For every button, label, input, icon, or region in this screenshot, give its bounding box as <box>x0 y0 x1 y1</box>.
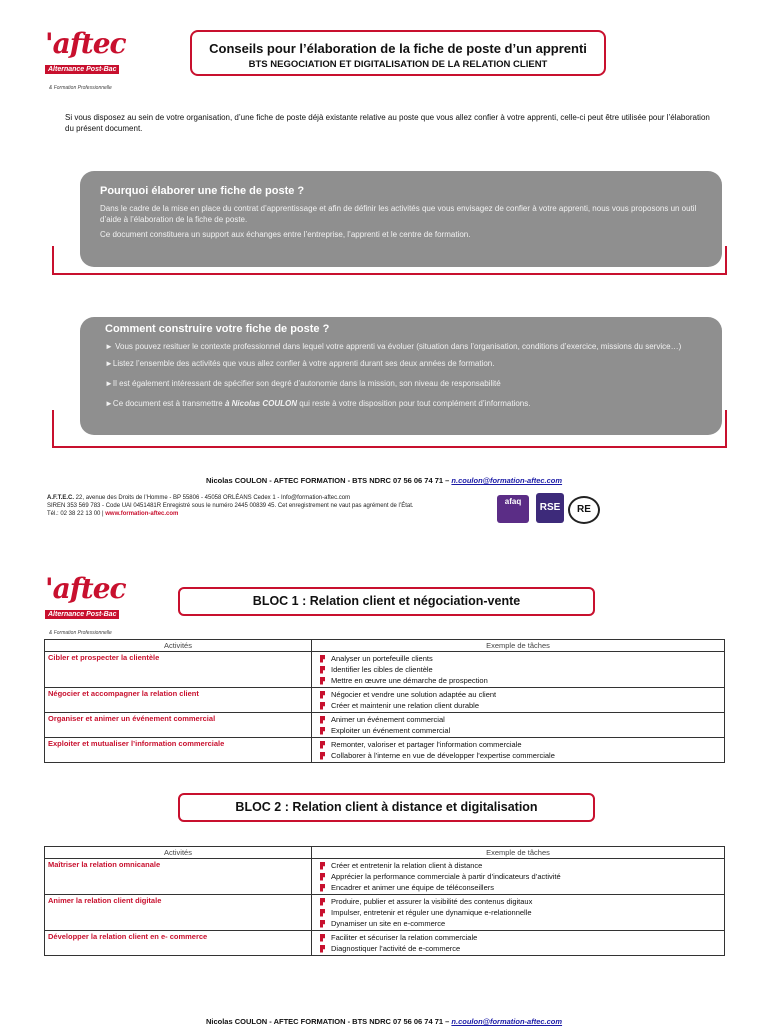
footer-contact-2 <box>0 1017 768 1026</box>
how-box <box>80 317 722 435</box>
list-item: Mettre en œuvre une démarche de prospection <box>315 675 721 686</box>
bullet-icon <box>320 884 325 892</box>
how-paragraph-1: ► Vous pouvez resituer le contexte professionnel dans lequel votre apprenti va évoluer (situation dans l’organisation, conditions d’exercice, missions du service…) <box>105 342 682 351</box>
intro-text: Si vous disposez au sein de votre organisation, d’une fiche de poste déjà existante relative au poste que vous allez confier à votre apprenti, celle-ci peut être utilisée pour l’élaboration du présent document. <box>65 113 710 133</box>
logo-sub: & Formation Professionnelle <box>49 85 112 91</box>
how-title: Comment construire votre fiche de poste ? <box>105 323 330 335</box>
bloc1-header-tasks: Exemple de tâches <box>312 640 725 652</box>
footer-address <box>47 494 487 518</box>
list-item: Créer et maintenir une relation client durable <box>315 700 721 711</box>
table-row <box>45 652 725 688</box>
why-box <box>80 171 722 267</box>
why-paragraph-2: Ce document constituera un support aux échanges entre l’entreprise, l’apprenti et le centre de formation. <box>100 230 471 239</box>
bullet-icon <box>320 716 325 724</box>
bloc2-tasks-2 <box>312 931 725 956</box>
list-item: Encadrer et animer une équipe de téléconseillers <box>315 882 721 893</box>
list-item: Créer et entretenir la relation client à distance <box>315 860 721 871</box>
aftec-logo-2 <box>45 572 135 636</box>
how-p4-name: à Nicolas COULON <box>224 399 297 408</box>
how-paragraph-4 <box>105 398 697 409</box>
bloc2-activity-0: Maîtriser la relation omnicanale <box>45 859 312 895</box>
footer2-contact-text: Nicolas COULON - AFTEC FORMATION - BTS NDRC 07 56 06 74 71 – <box>205 1017 452 1026</box>
table-row <box>45 713 725 738</box>
list-item: Diagnostiquer l’activité de e-commerce <box>315 943 721 954</box>
table-row <box>45 931 725 956</box>
footer2-email-link[interactable]: n.coulon@formation-aftec.com <box>451 1017 563 1026</box>
bloc1-tasks-0 <box>312 652 725 688</box>
list-item: Produire, publier et assurer la visibilité des contenus digitaux <box>315 896 721 907</box>
bloc2-tasks-0 <box>312 859 725 895</box>
table-row <box>45 895 725 931</box>
bloc1-title: BLOC 1 : Relation client et négociation-vente <box>178 587 595 616</box>
list-item: Animer un événement commercial <box>315 714 721 725</box>
bullet-icon <box>320 655 325 663</box>
how-p4-post: qui reste à votre disposition pour tout complément d’informations. <box>296 399 531 408</box>
bloc1-activity-1: Négocier et accompagner la relation client <box>45 688 312 713</box>
bloc2-header-tasks: Exemple de tâches <box>312 847 725 859</box>
logo-word-2: 'aftec <box>45 572 126 605</box>
addr-name: A.F.T.E.C. <box>47 495 75 501</box>
list-item: Identifier les cibles de clientèle <box>315 664 721 675</box>
bullet-icon <box>320 691 325 699</box>
why-title: Pourquoi élaborer une fiche de poste ? <box>100 185 305 197</box>
list-item: Apprécier la performance commerciale à partir d’indicateurs d’activité <box>315 871 721 882</box>
list-item: Impulser, entretenir et réguler une dynamique e-relationnelle <box>315 907 721 918</box>
bloc2-header-activities: Activités <box>45 847 312 859</box>
bloc1-activity-0: Cibler et prospecter la clientèle <box>45 652 312 688</box>
bloc1-header-activities: Activités <box>45 640 312 652</box>
aftec-logo <box>45 27 135 91</box>
bloc1-activity-3: Exploiter et mutualiser l’information commerciale <box>45 738 312 763</box>
logo-band-2: Alternance Post-Bac <box>45 610 119 619</box>
bullet-icon <box>320 873 325 881</box>
list-item: Exploiter un événement commercial <box>315 725 721 736</box>
table-row <box>45 738 725 763</box>
bullet-icon <box>320 862 325 870</box>
footer-contact-text: Nicolas COULON - AFTEC FORMATION - BTS NDRC 07 56 06 74 71 – <box>205 476 452 485</box>
addr-line1: 22, avenue des Droits de l’Homme - BP 55806 - 45058 ORLÉANS Cedex 1 - Info@formation-aftec.com <box>74 495 351 501</box>
bloc2-activity-1: Animer la relation client digitale <box>45 895 312 931</box>
bloc2-activity-2: Développer la relation client en e- commerce <box>45 931 312 956</box>
table-row <box>45 859 725 895</box>
list-item: Collaborer à l’interne en vue de développer l’expertise commerciale <box>315 750 721 761</box>
header-title-box <box>190 30 606 76</box>
bloc2-tasks-1 <box>312 895 725 931</box>
footer-email-link[interactable]: n.coulon@formation-aftec.com <box>451 476 563 485</box>
how-p4-pre: ►Ce document est à transmettre <box>105 399 225 408</box>
rse-badge: RSE <box>536 493 564 523</box>
list-item: Dynamiser un site en e-commerce <box>315 918 721 929</box>
bullet-icon <box>320 898 325 906</box>
bloc1-tasks-2 <box>312 713 725 738</box>
bullet-icon <box>320 702 325 710</box>
list-item: Faciliter et sécuriser la relation commerciale <box>315 932 721 943</box>
bloc1-tasks-3 <box>312 738 725 763</box>
bullet-icon <box>320 934 325 942</box>
logo-sub-2: & Formation Professionnelle <box>49 630 112 636</box>
list-item: Analyser un portefeuille clients <box>315 653 721 664</box>
addr-line2: SIREN 353 569 783 - Code UAI 0451481R Enregistré sous le numéro 2445 00839 45. Cet enregistrement ne vaut pas agrément de l’État. <box>47 503 414 509</box>
logo-word: 'aftec <box>45 27 126 60</box>
bullet-icon <box>320 666 325 674</box>
bullet-icon <box>320 920 325 928</box>
addr-web-link[interactable]: www.formation-aftec.com <box>105 511 179 517</box>
footer-contact <box>0 476 768 485</box>
bullet-icon <box>320 677 325 685</box>
bullet-icon <box>320 752 325 760</box>
bloc2-table <box>44 846 725 956</box>
afaq-badge: afaq <box>497 495 529 523</box>
bullet-icon <box>320 909 325 917</box>
bloc1-table <box>44 639 725 763</box>
list-item: Remonter, valoriser et partager l’information commerciale <box>315 739 721 750</box>
addr-tel: Tél.: 02 38 22 13 00 | <box>47 511 106 517</box>
bullet-icon <box>320 741 325 749</box>
how-paragraph-2: ►Listez l’ensemble des activités que vous allez confier à votre apprenti durant ses deux années de formation. <box>105 359 495 368</box>
re-badge: RE <box>568 496 600 524</box>
logo-band: Alternance Post-Bac <box>45 65 119 74</box>
bloc1-tasks-1 <box>312 688 725 713</box>
bullet-icon <box>320 945 325 953</box>
bloc2-title: BLOC 2 : Relation client à distance et digitalisation <box>178 793 595 822</box>
bullet-icon <box>320 727 325 735</box>
bloc1-activity-2: Organiser et animer un événement commercial <box>45 713 312 738</box>
page-title: Conseils pour l’élaboration de la fiche de poste d’un apprenti <box>209 41 587 56</box>
table-row <box>45 688 725 713</box>
how-paragraph-3: ►Il est également intéressant de spécifier son degré d’autonomie dans la mission, son niveau de responsabilité <box>105 379 501 388</box>
why-paragraph-1: Dans le cadre de la mise en place du contrat d’apprentissage et afin de définir les activités que vous envisagez de confier à votre apprenti, nous vous proposons un outil d’aide à l’élaboration de la fiche de poste. <box>100 204 697 224</box>
list-item: Négocier et vendre une solution adaptée au client <box>315 689 721 700</box>
page-subtitle: BTS NEGOCIATION ET DIGITALISATION DE LA RELATION CLIENT <box>248 59 548 70</box>
